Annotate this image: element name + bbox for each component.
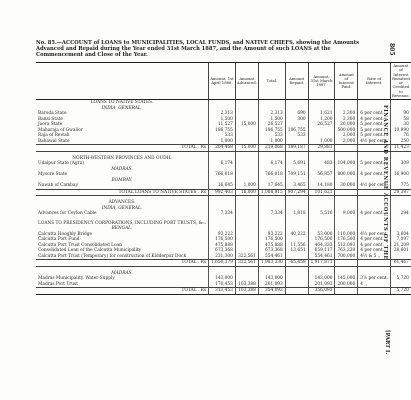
row-value: 1,621 <box>308 111 335 117</box>
row-value: 15,000 <box>235 122 258 128</box>
row-value: 201,093 <box>308 282 335 288</box>
row-value: 16,900 <box>391 172 411 178</box>
header-total: Total. <box>258 63 285 100</box>
row-value: 170,453 <box>209 282 236 288</box>
row-value: 11,556 <box>285 243 308 249</box>
row-value: 464,333 <box>308 243 335 249</box>
row-label: Calcutta Port Fund <box>38 237 80 243</box>
row-value <box>335 288 358 295</box>
row-value: 483 <box>308 161 335 167</box>
row-value: 2,313 <box>258 111 285 117</box>
row-value: 30 <box>391 122 411 128</box>
row-value: 3,604 <box>391 232 411 238</box>
row-value: 176,500 <box>258 237 285 243</box>
row-value: 5 per cent. <box>358 133 391 139</box>
table-body <box>36 100 411 295</box>
row-value: 4 per cent. <box>358 248 391 254</box>
subsection-heading: BENGAL. <box>111 226 133 232</box>
row-value: 26,527 <box>308 122 335 128</box>
row-label: Calcutta Port Trust Consolidated Loan <box>38 242 122 248</box>
row-value: 7,334 <box>258 211 285 217</box>
row-value: 61,467 <box>391 260 411 267</box>
row-value: 500,000 <box>335 128 358 134</box>
row-value: 16,645 <box>209 183 236 189</box>
row-value: 231,300 <box>209 254 236 260</box>
row-value: 1,983,330 <box>258 260 285 267</box>
row-value: 3,300 <box>335 117 358 123</box>
row-value: 29,881 <box>308 145 335 152</box>
row-value: 554,461 <box>308 254 335 260</box>
row-value: 9,000 <box>335 211 358 217</box>
row-value: 4 ,, <box>358 282 391 288</box>
row-value: 1,008,915 <box>258 189 285 196</box>
row-value: 11,423 <box>391 145 411 152</box>
row-value: 101,621 <box>308 189 335 196</box>
row-value: 992,403 <box>209 189 236 196</box>
row-label: Raja of Rewah <box>38 133 70 139</box>
header-rate-of-interest: Rate of Interest. <box>358 63 391 100</box>
row-label: TOTAL LOANS TO NATIVE STATES . Rs <box>36 189 209 196</box>
row-value: 512,093 <box>335 243 358 249</box>
row-label: Consolidated Loan of the Calcutta Municipality <box>38 248 142 254</box>
row-value: 90 <box>391 111 411 117</box>
document-title: No. 85.—ACCOUNT of LOANS to MUNICIPALITIES, LOCAL FUNDS, and NATIVE CHIEFS, showing the Amounts Advanced and Repaid during the Year ended 31st March 1887, and the Amount of such LOANS at the Commencement and Close of the Year. <box>36 40 360 59</box>
row-value: 907,294 <box>285 189 308 196</box>
row-value: 309 <box>391 161 411 167</box>
row-value: 143,000 <box>258 276 285 282</box>
row-value: 554,461 <box>258 254 285 260</box>
row-value: 26,527 <box>258 122 285 128</box>
row-value: 766,018 <box>258 172 285 178</box>
section-heading: LOANS TO NATIVE STATES. <box>90 100 154 106</box>
row-value: 3,465 <box>285 183 308 189</box>
header-row <box>36 63 411 100</box>
row-value: 4½ per cent. <box>358 139 391 145</box>
section-heading: ADVANCES. <box>108 200 136 206</box>
row-value: 5,720 <box>391 276 411 282</box>
row-value: 690 <box>285 111 308 117</box>
row-value <box>285 288 308 295</box>
row-value: 204,468 <box>209 145 236 152</box>
section-heading: LOANS TO PRESIDENCY CORPORATIONS, INCLUDING PORT TRUSTS, &c. <box>38 220 206 226</box>
section-heading: NORTH-WESTERN PROVINCES AND OUDH. <box>72 155 172 161</box>
total-row <box>36 288 411 295</box>
row-value: 673,368 <box>209 248 236 254</box>
row-value: 21,209 <box>391 243 411 249</box>
row-value: 201,093 <box>258 282 285 288</box>
row-value: 76 <box>391 133 411 139</box>
page-number: 805 <box>388 43 395 56</box>
row-value: 5,720 <box>391 288 411 295</box>
row-value: 766,018 <box>209 172 236 178</box>
row-value: 176,500 <box>209 237 236 243</box>
row-value: 103,388 <box>235 288 258 295</box>
header-amount-repaid: Amount Repaid. <box>285 63 308 100</box>
row-value: 10,990 <box>391 128 411 134</box>
row-value: 5,691 <box>285 161 308 167</box>
row-value: 14,180 <box>308 183 335 189</box>
subsection-heading: INDIA, GENERAL. <box>101 105 143 111</box>
row-value: 475,888 <box>209 243 236 249</box>
row-value: 145,000 <box>335 276 358 282</box>
row-value: 6,174 <box>209 161 236 167</box>
row-label: Calcutta Hooghly Bridge <box>38 231 93 237</box>
row-label: Nawab of Cambay <box>38 183 78 189</box>
row-value: 673,368 <box>258 248 285 254</box>
part-label: [PART I. <box>384 330 390 355</box>
row-value: 294 <box>391 211 411 217</box>
row-label: Jaora State <box>38 122 63 128</box>
subsection-heading: BOMBAY. <box>111 177 133 183</box>
row-value: 13,651 <box>285 248 308 254</box>
row-label: TOTAL . Rs <box>36 288 209 295</box>
row-value: 300 <box>285 117 308 123</box>
row-value: 2,313 <box>209 111 236 117</box>
row-value: 2,000 <box>335 139 358 145</box>
subsection-heading: MADRAS. <box>111 270 133 276</box>
row-value: 7,334 <box>209 211 236 217</box>
row-value: 1,500 <box>258 117 285 123</box>
row-value: 533 <box>285 133 308 139</box>
header-amount-march: Amount, 31st March 1887. <box>308 63 335 100</box>
row-value: 186,755 <box>258 128 285 134</box>
row-value: 4 per cent. <box>358 237 391 243</box>
row-value: 58 <box>391 117 411 123</box>
row-value: 2,000 <box>335 133 358 139</box>
row-value: 4 per cent. <box>358 211 391 217</box>
row-value: 4 per cent. <box>358 117 391 123</box>
header-interest-paid: Amount of Interest Paid. <box>335 63 358 100</box>
row-value: 11,527 <box>209 122 236 128</box>
row-value: 28,601 <box>391 248 411 254</box>
header-amount-april: Amount, 1st April 1886. <box>209 63 236 100</box>
row-value: 4½ per cent. <box>358 232 391 238</box>
row-value: 219,068 <box>258 145 285 152</box>
row-label: Udaipur State (Agra) <box>38 161 84 167</box>
row-value: 1,650,379 <box>209 260 236 267</box>
row-value: 7,097 <box>391 237 411 243</box>
row-value: 186,755 <box>209 128 236 134</box>
row-value: 143,000 <box>308 276 335 282</box>
row-value: 533 <box>209 133 236 139</box>
row-label: Maharaja of Gwalior <box>38 127 83 133</box>
row-value: 6,174 <box>258 161 285 167</box>
row-value: 30,000 <box>335 183 358 189</box>
row-value: 313,453 <box>209 288 236 295</box>
subsection-heading: MADRAS. <box>111 166 133 172</box>
row-label: Madras Municipality, Water-Supply <box>38 276 115 282</box>
row-label: Madras Port Trust <box>38 281 78 287</box>
row-value: 17,645 <box>258 183 285 189</box>
row-label: Baroda State <box>38 111 67 117</box>
row-value: 5 per cent. <box>358 128 391 134</box>
row-value: 1,000 <box>209 139 236 145</box>
row-value: 800,000 <box>335 172 358 178</box>
row-value: 200,000 <box>335 282 358 288</box>
row-value: 20,000 <box>335 122 358 128</box>
row-value: 775 <box>391 183 411 189</box>
row-value: 4 per cent. <box>358 172 391 178</box>
header-description <box>36 63 209 100</box>
row-value: 6 per cent. <box>358 111 391 117</box>
row-label: TOTAL . Rs <box>36 260 209 267</box>
row-value: 104,000 <box>335 161 358 167</box>
row-value: 1,500 <box>209 117 236 123</box>
row-label: TOTAL . Rs <box>36 145 209 152</box>
row-value: 5 per cent. <box>358 122 391 128</box>
running-side-title: FINANCE AND REVENUE ACCOUNTS OF THE <box>382 105 388 261</box>
row-value: 1,917,871 <box>308 260 335 267</box>
row-value: 5,516 <box>308 211 335 217</box>
row-value: 322,561 <box>235 260 258 267</box>
loans-table <box>36 62 411 295</box>
subsection-heading: INDIA, GENERAL. <box>101 205 143 211</box>
row-value: 709,151 <box>285 172 308 178</box>
row-value: 1,200 <box>308 117 335 123</box>
header-interest-remitted: Amount of Interest Remitted or Credited to Revenue. <box>392 63 410 99</box>
row-value: 1,000 <box>258 139 285 145</box>
row-value: 143,000 <box>209 276 236 282</box>
row-value: 659,117 <box>308 248 335 254</box>
row-value <box>358 288 391 295</box>
row-value: 322,561 <box>235 254 258 260</box>
row-value: 475,888 <box>258 243 285 249</box>
row-label: Bansi State <box>38 116 63 122</box>
row-value: 700,000 <box>335 254 358 260</box>
row-value: 16,000 <box>235 189 258 196</box>
row-value: 15,000 <box>235 145 258 152</box>
row-value: 4 per cent. <box>358 243 391 249</box>
row-value: 176,500 <box>335 237 358 243</box>
row-value: 103,388 <box>235 282 258 288</box>
row-value: 1,000 <box>308 139 335 145</box>
row-value: 1,000 <box>235 183 258 189</box>
row-value: 5 per cent. <box>358 161 391 167</box>
row-label: Advances for Ceylon Cable <box>38 211 97 217</box>
table-row <box>36 211 411 217</box>
row-value: 4½ per cent. <box>358 183 391 189</box>
row-value: 176,500 <box>308 237 335 243</box>
table-row <box>36 254 411 260</box>
row-value: 4½ & 5 ,, <box>358 254 391 260</box>
row-value: 110,000 <box>335 232 358 238</box>
row-label: Bahawal State <box>38 138 70 144</box>
row-value: 763,230 <box>335 248 358 254</box>
row-value: 93,222 <box>209 232 236 238</box>
row-value: 356,093 <box>308 288 335 295</box>
header-amount-advanced: Amount Advanced. <box>235 63 258 100</box>
row-value: 40,222 <box>285 232 308 238</box>
row-value: 186,755 <box>285 128 308 134</box>
row-value: 189,187 <box>285 145 308 152</box>
row-value: 354,093 <box>258 288 285 295</box>
row-value: 533 <box>258 133 285 139</box>
row-value: 53,000 <box>308 232 335 238</box>
row-value: 65,459 <box>285 260 308 267</box>
row-value: 1,818 <box>285 211 308 217</box>
row-value: 29,397 <box>391 189 411 196</box>
row-label: Calcutta Port Trust (Temporary) for construction of Kidderpur Dock <box>38 253 187 259</box>
row-label: Mysore State <box>38 172 68 178</box>
row-value: 3⅝ per cent. <box>358 276 391 282</box>
row-value: 56,857 <box>308 172 335 178</box>
row-value: 2,300 <box>335 111 358 117</box>
row-value: 250 <box>391 139 411 145</box>
row-value: 93,222 <box>258 232 285 238</box>
